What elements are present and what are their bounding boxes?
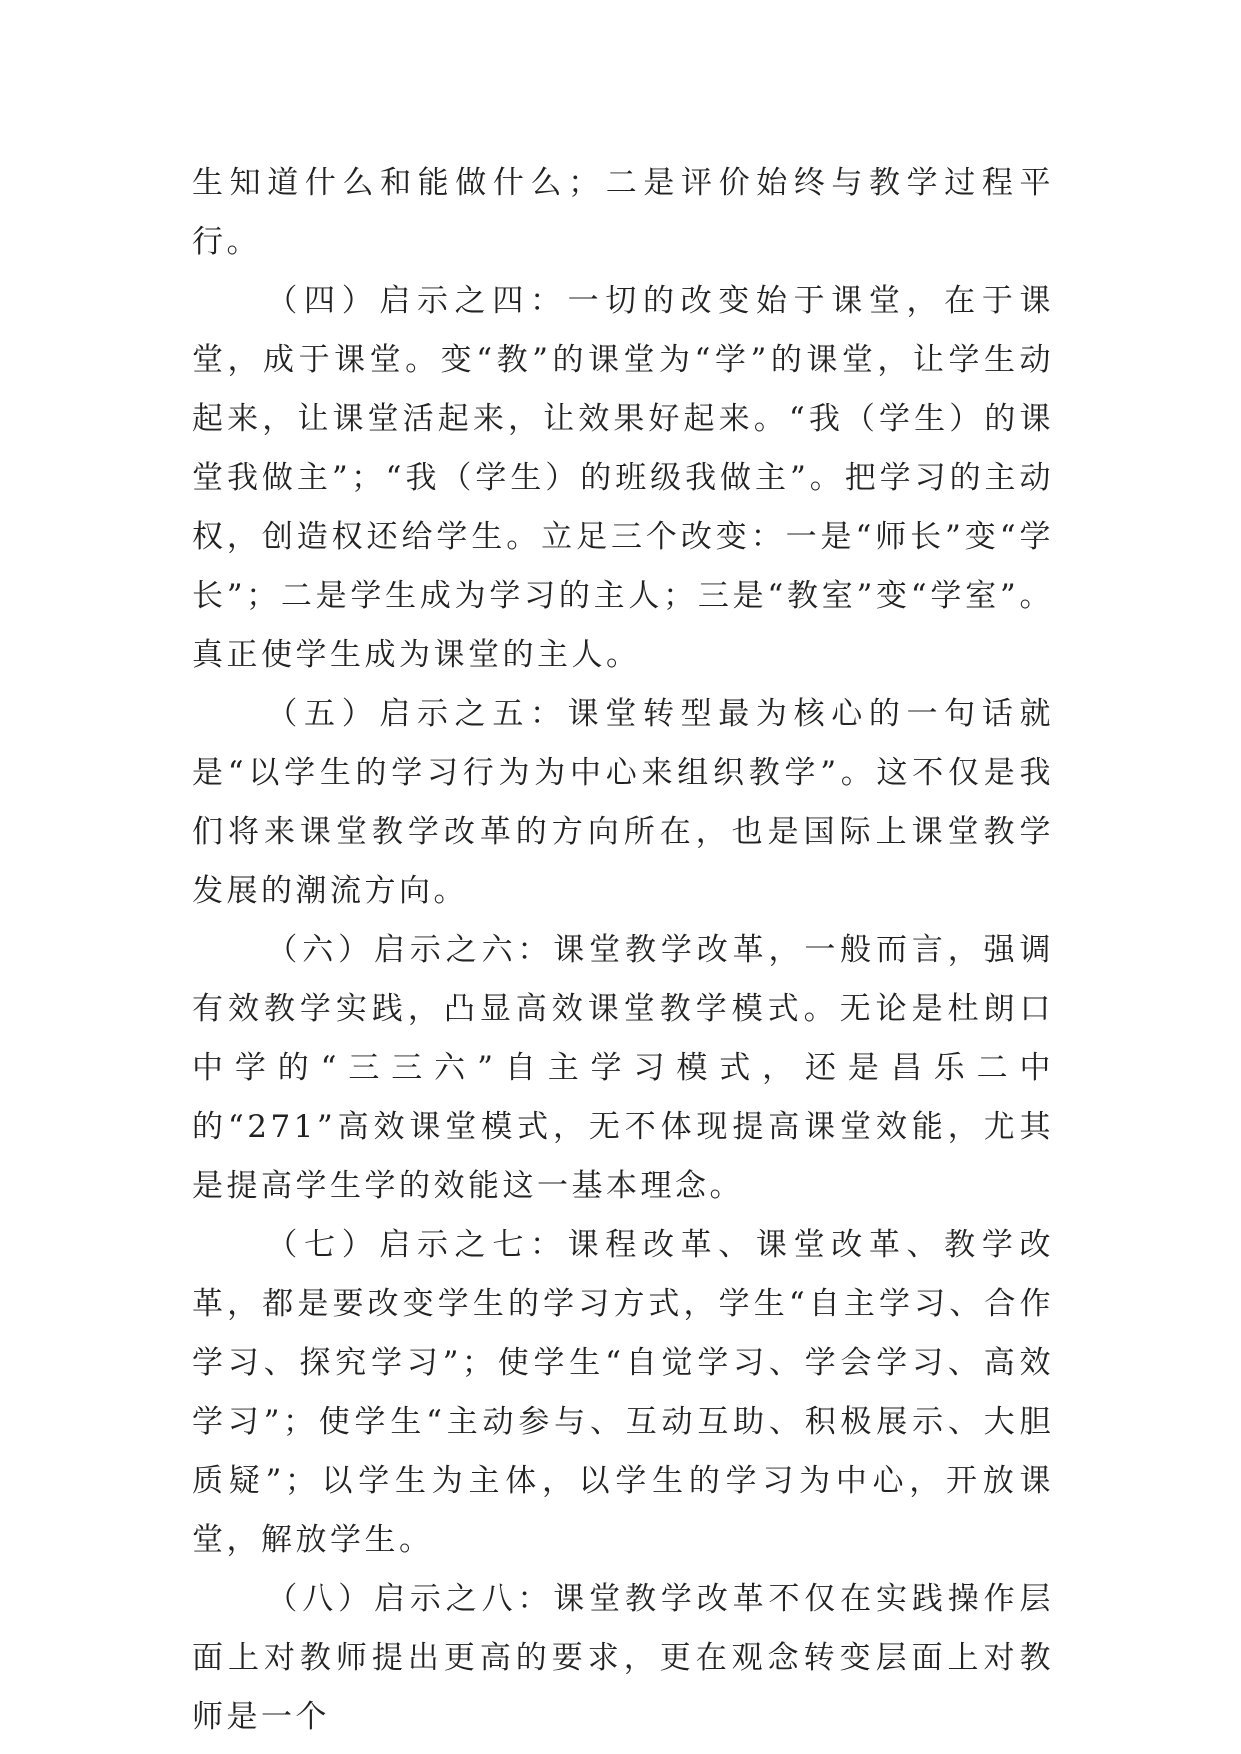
document-body xyxy=(192,154,1054,1747)
paragraph-insight-4: （四）启示之四：一切的改变始于课堂，在于课堂，成于课堂。变“教”的课堂为“学”的课堂，让学生动起来，让课堂活起来，让效果好起来。“我（学生）的课堂我做主”；“我（学生）的班级我做主”。把学习的主动权，创造权还给学生。立足三个改变：一是“师长”变“学长”；二是学生成为学习的主人；三是“教室”变“学室”。真正使学生成为课堂的主人。 xyxy=(192,283,1054,673)
paragraph-insight-8: （八）启示之八：课堂教学改革不仅在实践操作层面上对教师提出更高的要求，更在观念转变层面上对教师是一个 xyxy=(192,1581,1054,1735)
paragraph-insight-6: （六）启示之六：课堂教学改革，一般而言，强调有效教学实践，凸显高效课堂教学模式。无论是杜朗口中学的“三三六”自主学习模式，还是昌乐二中的“271”高效课堂模式，无不体现提高课堂效能，尤其是提高学生学的效能这一基本理念。 xyxy=(192,932,1054,1204)
paragraph-continuation: 生知道什么和能做什么；二是评价始终与教学过程平行。 xyxy=(192,165,1054,260)
paragraph-insight-5: （五）启示之五：课堂转型最为核心的一句话就是“以学生的学习行为为中心来组织教学”。这不仅是我们将来课堂教学改革的方向所在，也是国际上课堂教学发展的潮流方向。 xyxy=(192,696,1054,909)
paragraph-insight-7: （七）启示之七：课程改革、课堂改革、教学改革，都是要改变学生的学习方式，学生“自主学习、合作学习、探究学习”；使学生“自觉学习、学会学习、高效学习”；使学生“主动参与、互动互助、积极展示、大胆质疑”；以学生为主体，以学生的学习为中心，开放课堂，解放学生。 xyxy=(192,1227,1054,1558)
